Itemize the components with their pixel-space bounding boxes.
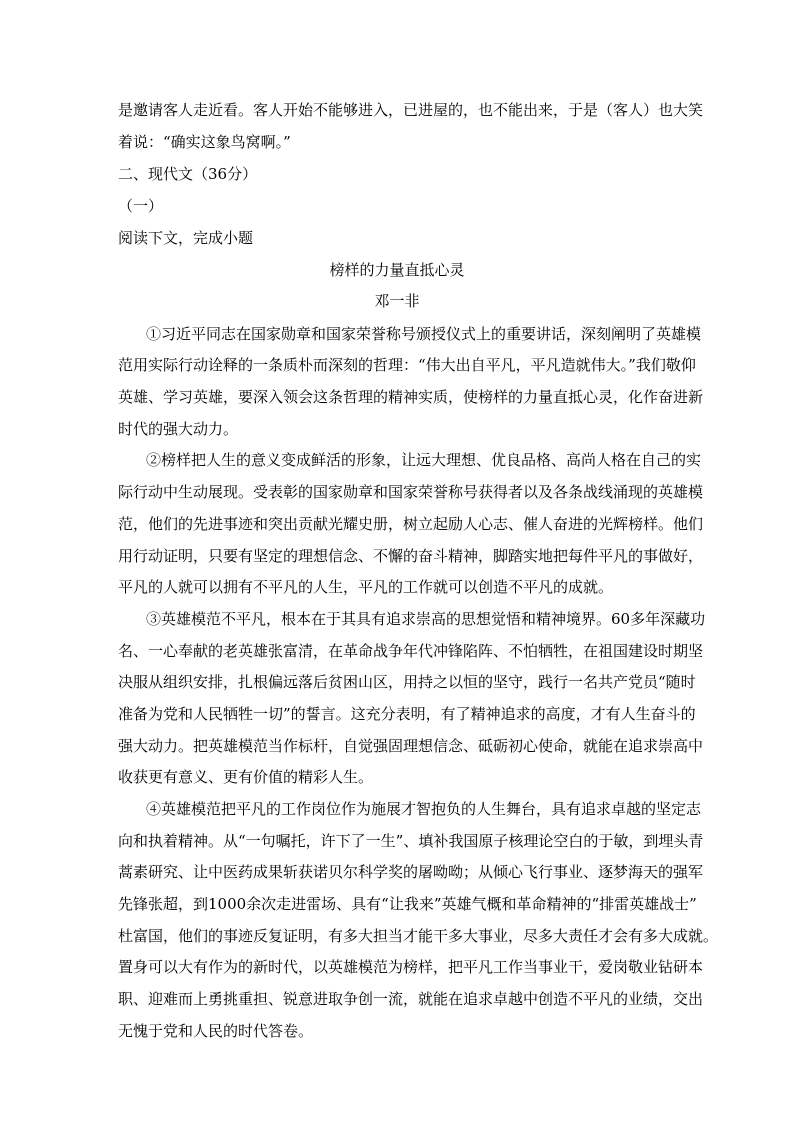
paragraph-line: ③英雄模范不平凡，根本在于其具有追求崇高的思想觉悟和精神境界。60多年深藏功 — [146, 610, 706, 628]
text-line: 是邀请客人走近看。客人开始不能够进入，已进屋的，也不能出来，于是（客人）也大笑 — [118, 101, 704, 119]
paragraph-line: 平凡的人就可以拥有不平凡的人生，平凡的工作就可以创造不平凡的成就。 — [118, 578, 614, 596]
paragraph-line: 无愧于党和人民的时代答卷。 — [118, 1022, 314, 1040]
paragraph-line: 范用实际行动诠释的一条质朴而深刻的哲理：“伟大出自平凡，平凡造就伟大。”我们敬仰 — [118, 356, 696, 374]
article-title: 榜样的力量直抵心灵 — [329, 261, 465, 279]
paragraph-line: 职、迎难而上勇挑重担、锐意进取争创一流，就能在追求卓越中创造不平凡的业绩，交出 — [118, 990, 704, 1008]
paragraph-line: 范，他们的先进事迹和突出贡献光耀史册，树立起励人心志、催人奋进的光辉榜样。他们 — [118, 515, 704, 533]
paragraph-line: ①习近平同志在国家勋章和国家荣誉称号颁授仪式上的重要讲话，深刻阐明了英雄模 — [146, 325, 702, 343]
instruction-text: 阅读下文，完成小题 — [118, 229, 254, 247]
paragraph-line: 英雄、学习英雄，要深入领会这条哲理的精神实质，使榜样的力量直抵心灵，化作奋进新 — [118, 388, 704, 406]
paragraph-line: 强大动力。把英雄模范当作标杆，自觉强固理想信念、砥砺初心使命，就能在追求崇高中 — [118, 737, 704, 755]
section-heading: 二、现代文（36分） — [118, 165, 258, 183]
paragraph-line: 决服从组织安排，扎根偏远落后贫困山区，用持之以恒的坚守，践行一名共产党员“随时 — [118, 673, 696, 691]
paragraph-line: 向和执着精神。从“一句嘱托，许下了一生”、填补我国原子核理论空白的于敏，到埋头青 — [118, 832, 704, 850]
paragraph-line: 杜富国，他们的事迹反复证明，有多大担当才能干多大事业，尽多大责任才会有多大成就。 — [118, 927, 719, 945]
paragraph-line: 用行动证明，只要有坚定的理想信念、不懈的奋斗精神，脚踏实地把每件平凡的事做好， — [118, 547, 704, 565]
subsection-label: （一） — [118, 197, 164, 215]
paragraph-line: 名、一心奉献的老英雄张富清，在革命战争年代冲锋陷阵、不怕牺牲，在祖国建设时期坚 — [118, 642, 704, 660]
paragraph-line: 置身可以大有作为的新时代，以英雄模范为榜样，把平凡工作当事业干，爱岗敬业钻研本 — [118, 958, 704, 976]
paragraph-line: ②榜样把人生的意义变成鲜活的形象，让远大理想、优良品格、高尚人格在自己的实 — [146, 451, 702, 469]
paragraph-line: 蒿素研究、让中医药成果斩获诺贝尔科学奖的屠呦呦；从倾心飞行事业、逐梦海天的强军 — [118, 863, 704, 881]
paragraph-line: 准备为党和人民牺牲一切”的誓言。这充分表明，有了精神追求的高度，才有人生奋斗的 — [118, 705, 696, 723]
text-line: 着说：“确实这象鸟窝啊。” — [118, 133, 291, 151]
paragraph-line: 际行动中生动展现。受表彰的国家勋章和国家荣誉称号获得者以及各条战线涌现的英雄模 — [118, 483, 704, 501]
paragraph-line: 收获更有意义、更有价值的精彩人生。 — [118, 768, 374, 786]
paragraph-line: 先锋张超，到1000余次走进雷场、具有“让我来”英雄气概和革命精神的“排雷英雄战士” — [118, 895, 697, 913]
paragraph-line: 时代的强大动力。 — [118, 420, 239, 438]
article-author: 邓一非 — [374, 292, 420, 310]
paragraph-line: ④英雄模范把平凡的工作岗位作为施展才智抱负的人生舞台，具有追求卓越的坚定志 — [146, 800, 702, 818]
